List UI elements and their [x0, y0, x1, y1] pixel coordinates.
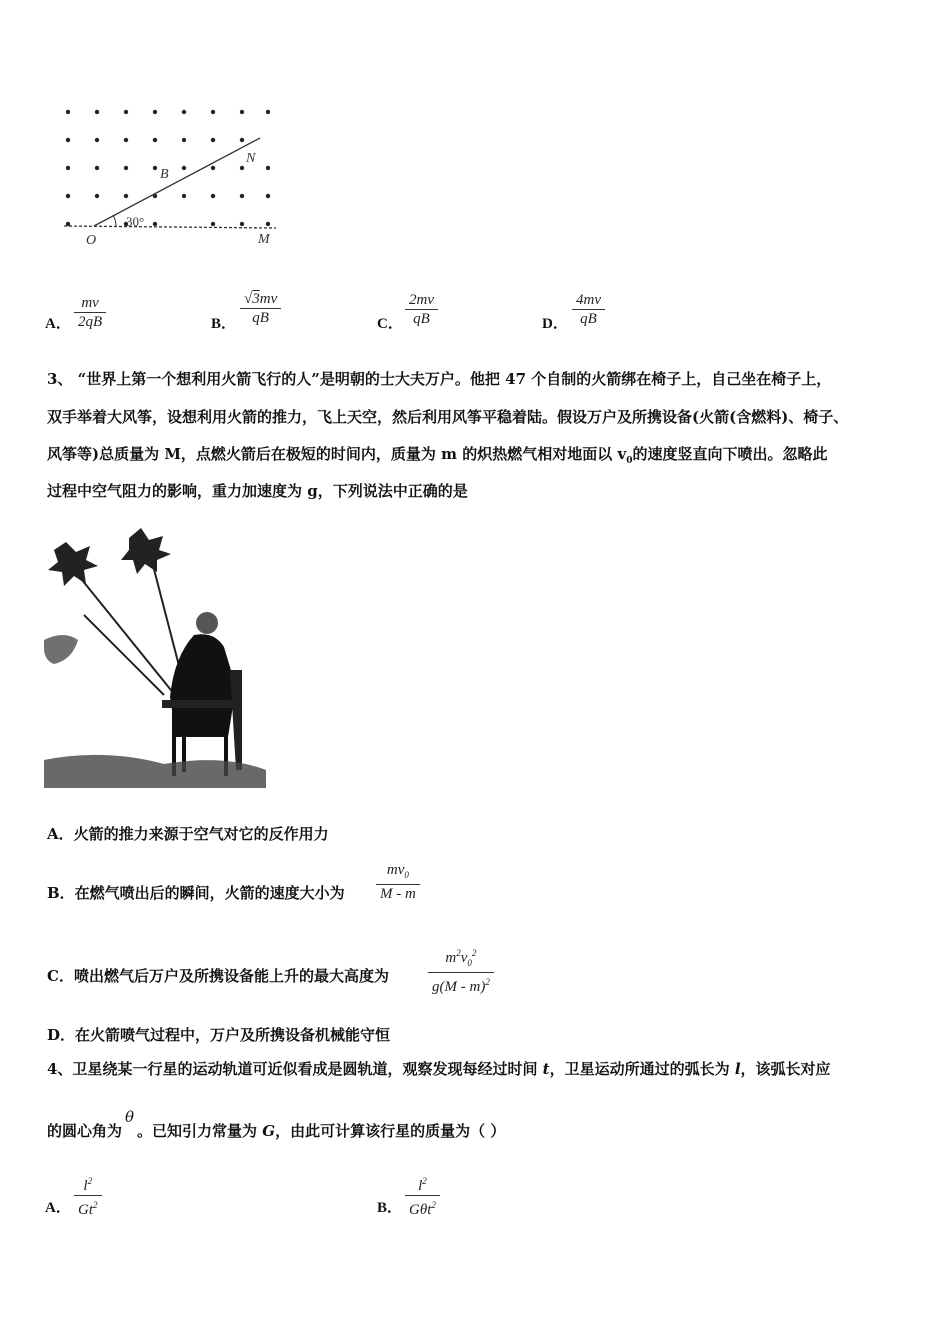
q2-option-d-fraction: $\frac{4mv}{qB}$ [572, 291, 605, 328]
magnetic-field-figure [50, 100, 290, 250]
label-angle: 30° [126, 214, 145, 229]
seated-man [162, 612, 242, 776]
q3-option-c-fraction: $\frac{m^2v_0^2}{g(M - m)^2}$ [428, 944, 494, 996]
q3-stem-line1: 3、 “世界上第一个想利用火箭飞行的人”是明朝的士大夫万户。他把 47 个自制的火箭绑在椅子上，自己坐在椅子上， [47, 370, 832, 388]
q3-option-d: D．在火箭喷气过程中，万户及所携设备机械能守恒 [47, 1026, 391, 1044]
q3-option-a: A．火箭的推力来源于空气对它的反作用力 [47, 825, 329, 843]
label-B: B [160, 167, 169, 182]
q3-option-b: B．在燃气喷出后的瞬间，火箭的速度大小为 [47, 884, 345, 902]
q2-option-a-fraction: $\frac{mv}{2qB}$ [74, 294, 106, 331]
kite-right [121, 528, 171, 574]
kite-left [48, 542, 98, 586]
q3-option-b-fraction: $\frac{mv_0}{M - m}$ [376, 861, 420, 903]
label-N: N [246, 151, 256, 166]
label-M: M [258, 232, 270, 247]
wan-hu-illustration [44, 520, 266, 788]
q2-option-c-letter: C． [377, 316, 403, 332]
q2-option-b-letter: B． [211, 316, 237, 332]
q3-stem-line3: 风筝等)总质量为 M，点燃火箭后在极短的时间内，质量为 m 的炽热燃气相对地面以 $v_0$的速度竖直向下喷出。忽略此 [47, 445, 828, 466]
q4-option-b-fraction: $l^2$ Gθt$^2$ [405, 1172, 440, 1219]
q3-stem-line2: 双手举着大风筝，设想利用火箭的推力，飞上天空，然后利用风筝平稳着陆。假设万户及所携设备(火箭(含燃料)、椅子、 [47, 408, 849, 426]
q4-stem-line1: 4、卫星绕某一行星的运动轨道可近似看成是圆轨道，观察发现每经过时间 t，卫星运动所通过的弧长为 l，该弧长对应 [47, 1060, 831, 1078]
ground [44, 755, 266, 788]
q4-option-a-letter: A． [45, 1200, 71, 1216]
q4-option-a-fraction: $\frac{l^2}{Gt^2}$ [74, 1172, 102, 1219]
baseline-OM [64, 226, 276, 228]
q2-option-b-fraction: $\frac{√3mv}{qB}$ [240, 290, 281, 327]
q2-option-a-letter: A． [45, 316, 71, 332]
q3-option-c: C．喷出燃气后万户及所携设备能上升的最大高度为 [47, 967, 389, 985]
q3-stem-line4: 过程中空气阻力的影响，重力加速度为 g，下列说法中正确的是 [47, 482, 468, 500]
q2-option-d-letter: D． [542, 316, 568, 332]
angle-arc [113, 215, 116, 226]
q4-option-b-letter: B． [377, 1200, 403, 1216]
q4-stem-line2: 的圆心角为θ。已知引力常量为 G，由此可计算该行星的质量为（ ） [47, 1108, 506, 1140]
label-O: O [86, 233, 97, 248]
left-figure [44, 635, 78, 664]
q2-option-c-fraction: $\frac{2mv}{qB}$ [405, 291, 438, 328]
line-ON [94, 138, 260, 226]
